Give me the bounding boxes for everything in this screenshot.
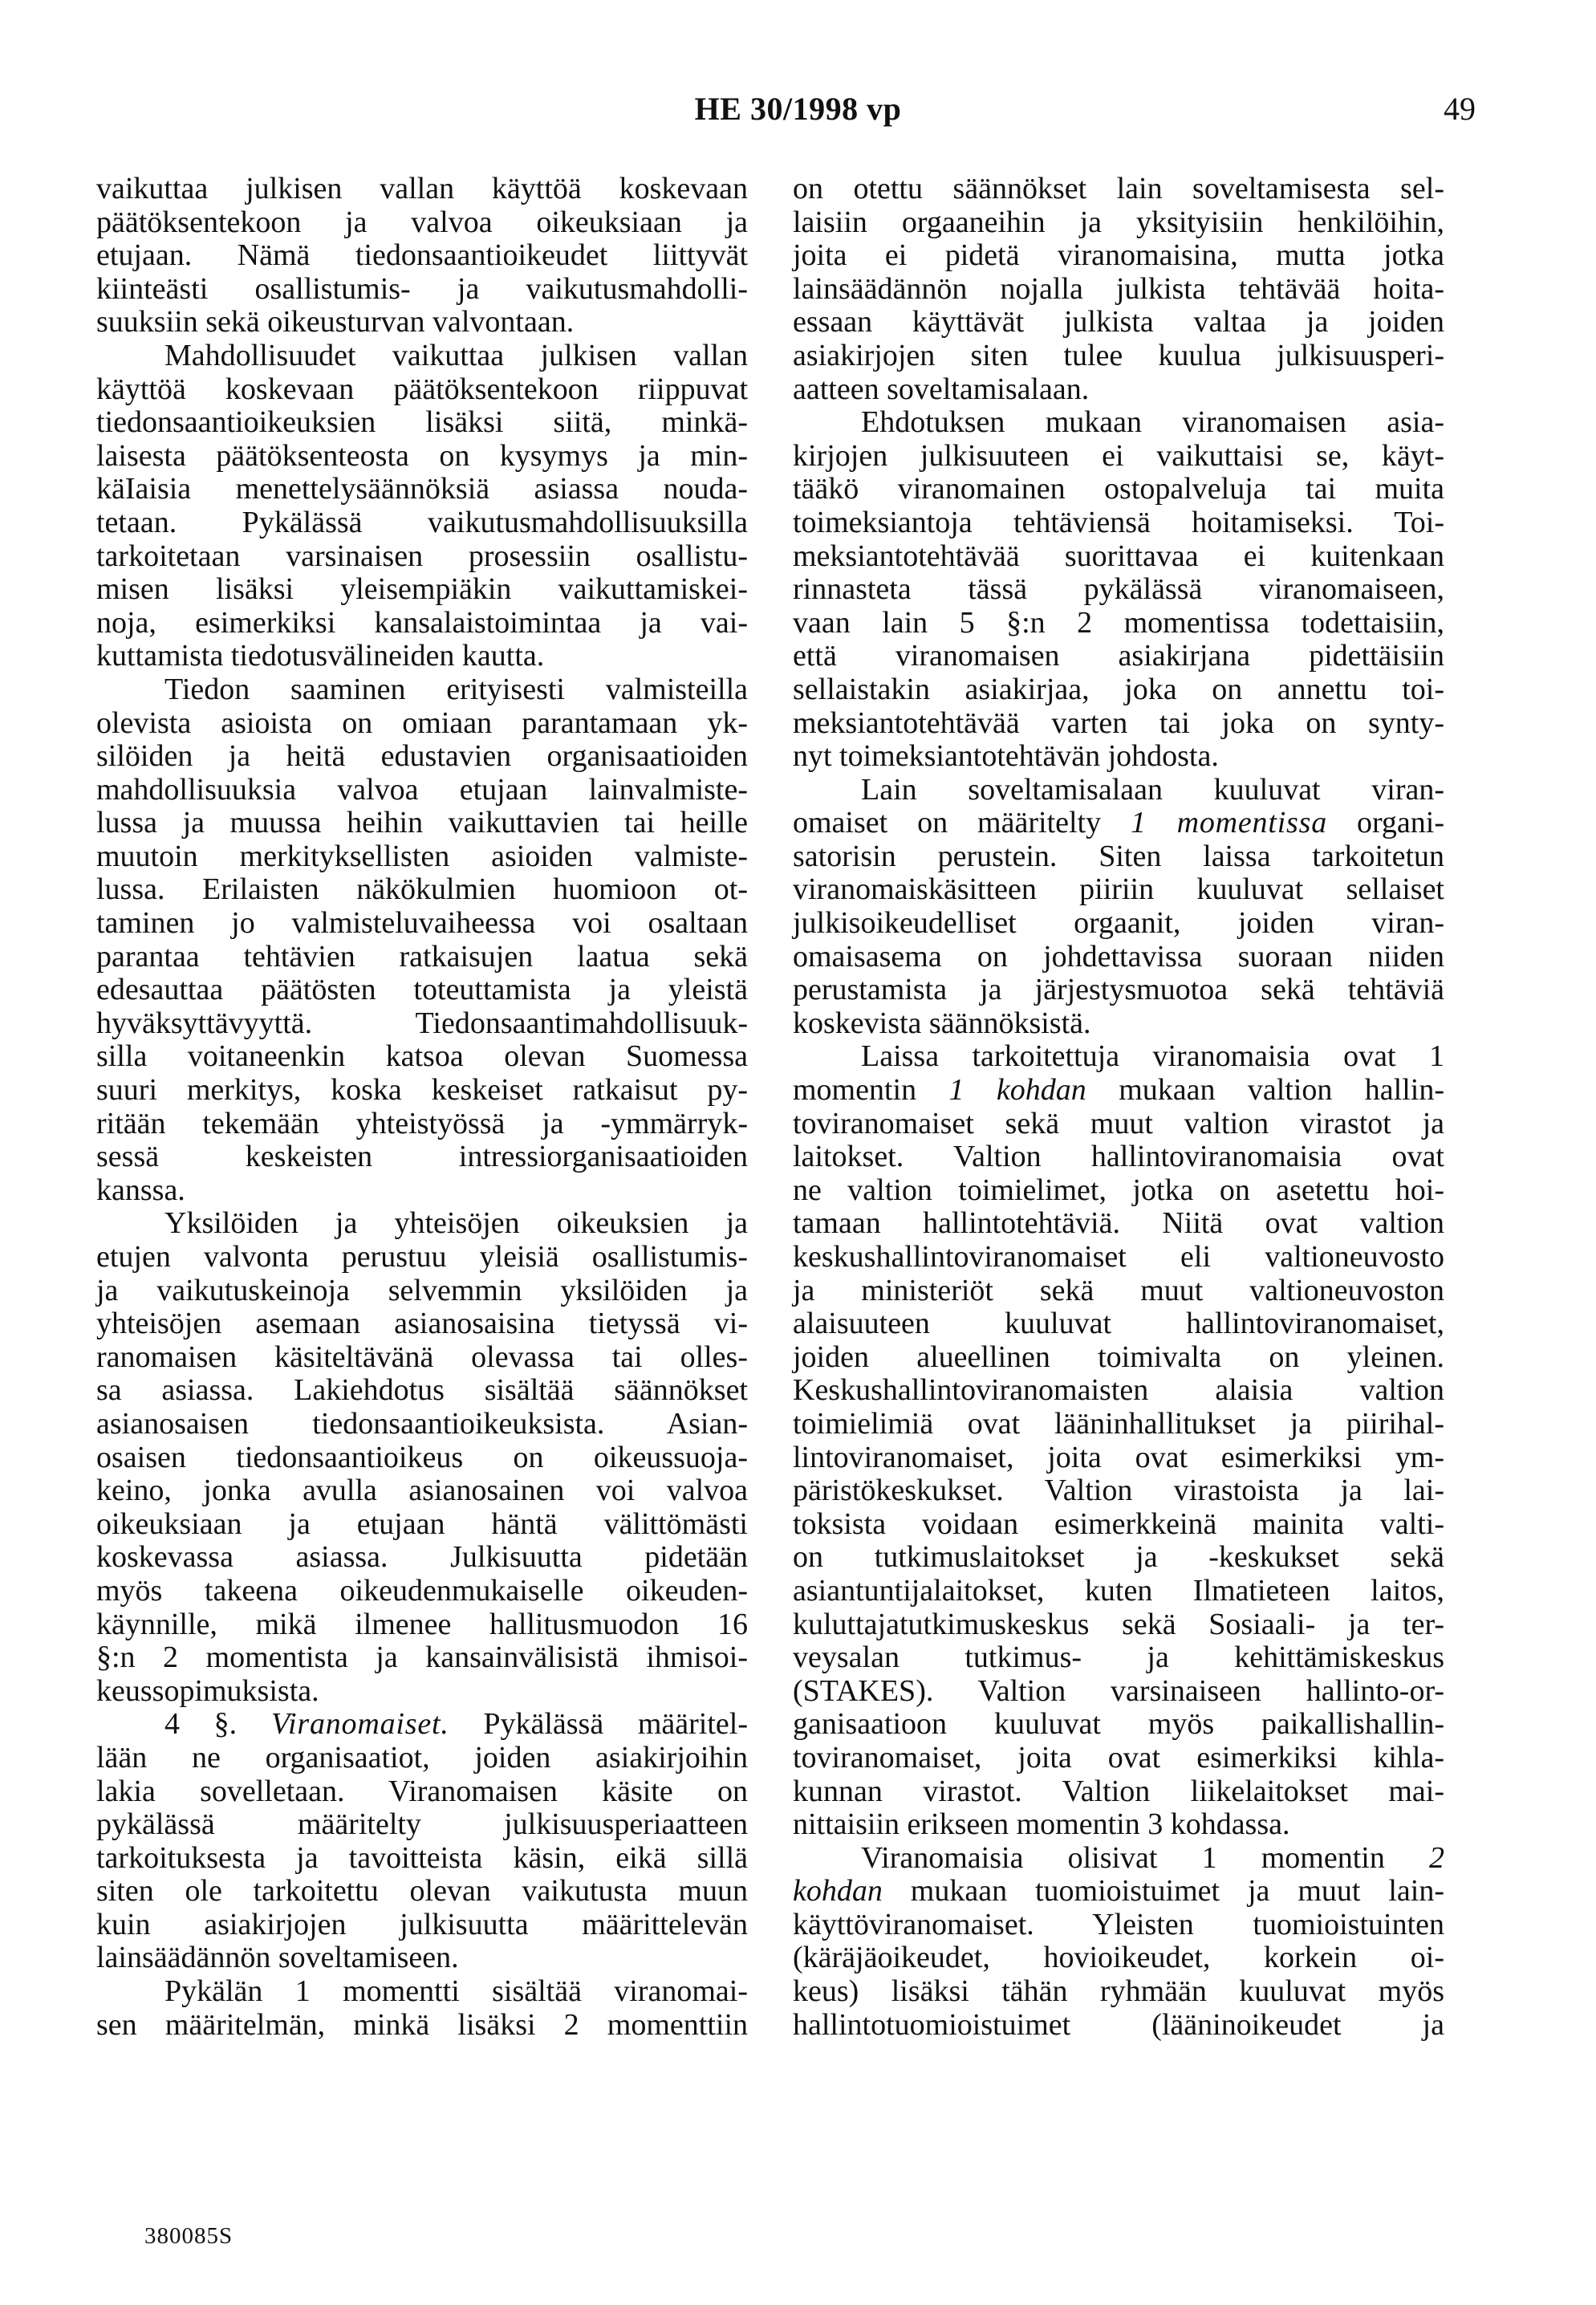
- text-line: toviranomaiset, joita ovat esimerkiksi kihla-: [793, 1740, 1444, 1774]
- text-line: kiinteästi osallistumis- ja vaikutusmahdolli-: [96, 271, 748, 306]
- text-line: tarkoituksesta ja tavoitteista käsin, eikä sillä: [96, 1840, 748, 1875]
- text-line: että viranomaisen asiakirjana pidettäisiin: [793, 639, 1444, 673]
- text-line: omaisasema on johdettavissa suoraan niiden: [793, 939, 1444, 974]
- text-line: etujaan. Nämä tiedonsaantioikeudet liittyvät: [96, 238, 748, 273]
- text-line: parantaa tehtävien ratkaisujen laatua sekä: [96, 939, 748, 974]
- text-line: päätöksentekoon ja valvoa oikeuksiaan ja: [96, 205, 748, 239]
- text-line: sen määritelmän, minkä lisäksi 2 momenttiin: [96, 2007, 748, 2042]
- text-line: perustamista ja järjestysmuotoa sekä tehtäviä: [793, 973, 1444, 1007]
- text-fragment: omaiset on määritelty: [793, 806, 1102, 840]
- text-line: joita ei pidetä viranomaisina, mutta jotka: [793, 238, 1444, 273]
- text-line: asianosaisen tiedonsaantioikeuksista. Asian-: [96, 1406, 748, 1441]
- text-line: tetaan. Pykälässä vaikutusmahdollisuuksilla: [96, 505, 748, 539]
- text-line: hallintotuomioistuimet (lääninoikeudet ja: [793, 2007, 1444, 2042]
- text-fragment: mukaan valtion hallin-: [1119, 1073, 1445, 1108]
- text-line: on tutkimuslaitokset ja -keskukset sekä: [793, 1540, 1444, 1575]
- text-line: toviranomaiset sekä muut valtion virastot ja: [793, 1106, 1444, 1140]
- text-line: lakia sovelletaan. Viranomaisen käsite on: [96, 1774, 748, 1808]
- text-line: kunnan virastot. Valtion liikelaitokset mai-: [793, 1774, 1444, 1808]
- text-line: lintoviranomaiset, joita ovat esimerkiksi ym-: [793, 1440, 1444, 1474]
- text-line: §:n 2 momentista ja kansainvälisistä ihmisoi-: [96, 1640, 748, 1675]
- text-line: sellaistakin asiakirjaa, joka on annettu toi-: [793, 672, 1444, 706]
- text-line: ja vaikutuskeinoja selvemmin yksilöiden ja: [96, 1273, 748, 1307]
- text-line: suuri merkitys, koska keskeiset ratkaisut py-: [96, 1073, 748, 1108]
- text-line: suuksiin sekä oikeusturvan valvontaan.: [96, 305, 575, 339]
- text-line: ganisaatioon kuuluvat myös paikallishallin-: [793, 1707, 1444, 1742]
- text-line: koskevassa asiassa. Julkisuutta pidetään: [96, 1540, 748, 1575]
- text-line: ritään tekemään yhteistyössä ja -ymmärryk-: [96, 1106, 748, 1140]
- section-4-number: 4 §.: [164, 1707, 238, 1742]
- text-line: pykälässä määritelty julkisuusperiaatteen: [96, 1807, 748, 1842]
- italic-reference: 1 momentissa: [1131, 806, 1328, 840]
- text-line: lussa ja muussa heihin vaikuttavien tai heille: [96, 806, 748, 840]
- text-line: muutoin merkityksellisten asioiden valmiste-: [96, 839, 748, 873]
- text-line: meksiantotehtävää varten tai joka on synty-: [793, 705, 1444, 740]
- text-line: asiantuntijalaitokset, kuten Ilmatieteen laitos,: [793, 1573, 1444, 1608]
- text-fragment: organi-: [1356, 806, 1445, 840]
- text-line: laisesta päätöksenteosta on kysymys ja min-: [96, 438, 748, 473]
- text-line: Yksilöiden ja yhteisöjen oikeuksien ja: [164, 1206, 748, 1241]
- text-line: toimielimiä ovat lääninhallitukset ja piirihal-: [793, 1406, 1444, 1441]
- section-4-heading-line: [96, 1708, 748, 1742]
- text-line: Ehdotuksen mukaan viranomaisen asia-: [861, 405, 1444, 440]
- text-line: Lain soveltamisalaan kuuluvat viran-: [861, 772, 1444, 807]
- text-line: käynnille, mikä ilmenee hallitusmuodon 16: [96, 1607, 748, 1641]
- text-line: siten ole tarkoitettu olevan vaikutusta muun: [96, 1874, 748, 1909]
- text-fragment: mukaan tuomioistuimet ja muut lain-: [910, 1874, 1444, 1909]
- text-line: essaan käyttävät julkista valtaa ja joiden: [793, 305, 1444, 339]
- text-line: meksiantotehtävää suorittavaa ei kuitenkaan: [793, 539, 1444, 573]
- text-line: käyttöviranomaiset. Yleisten tuomioistuinten: [793, 1907, 1444, 1941]
- text-line: tarkoitetaan varsinaisen prosessiin osallistu-: [96, 539, 748, 573]
- right-text-column: [793, 173, 1444, 2042]
- text-line: tääkö viranomainen ostopalveluja tai muita: [793, 472, 1444, 506]
- text-line: lainsäädännön soveltamiseen.: [96, 1941, 459, 1975]
- text-line: edesauttaa päätösten toteuttamista ja yleistä: [96, 973, 748, 1007]
- left-text-column: [96, 173, 748, 2042]
- text-line: lainsäädännön nojalla julkista tehtävää hoita-: [793, 271, 1444, 306]
- text-line: aatteen soveltamisalaan.: [793, 372, 1090, 406]
- text-line: käyttöä koskevaan päätöksentekoon riippuvat: [96, 372, 748, 406]
- text-line: noja, esimerkiksi kansalaistoimintaa ja vai-: [96, 605, 748, 640]
- text-line: satorisin perustein. Siten laissa tarkoitetun: [793, 839, 1444, 873]
- text-line: alaisuuteen kuuluvat hallintoviranomaiset,: [793, 1307, 1444, 1341]
- footer-code: 380085S: [144, 2223, 234, 2249]
- page-number: 49: [1444, 91, 1476, 127]
- text-line: ne valtion toimielimet, jotka on asetettu hoi-: [793, 1173, 1444, 1207]
- text-line: vaikuttaa julkisen vallan käyttöä koskevaan: [96, 172, 748, 205]
- text-line: asiakirjojen siten tulee kuulua julkisuusperi-: [793, 338, 1444, 372]
- text-line: ja ministeriöt sekä muut valtioneuvoston: [793, 1273, 1444, 1307]
- italic-reference: kohdan: [793, 1874, 883, 1909]
- text-line: vaan lain 5 §:n 2 momentissa todettaisiin,: [793, 605, 1444, 640]
- kohta-2-continuation: [793, 1875, 1444, 1909]
- text-line: etujen valvonta perustuu yleisiä osallistumis-: [96, 1240, 748, 1274]
- text-line: veysalan tutkimus- ja kehittämiskeskus: [793, 1640, 1444, 1675]
- text-line: julkisoikeudelliset orgaanit, joiden viran-: [793, 906, 1444, 941]
- text-line: laisiin orgaaneihin ja yksityisiin henkilöihin,: [793, 205, 1444, 239]
- text-line: kanssa.: [96, 1173, 185, 1207]
- text-line: Laissa tarkoitettuja viranomaisia ovat 1: [861, 1039, 1444, 1074]
- text-line: keus) lisäksi tähän ryhmään kuuluvat myös: [793, 1974, 1444, 2009]
- text-line: yhteisöjen asemaan asianosaisina tietyssä vi-: [96, 1307, 748, 1341]
- text-line: nyt toimeksiantotehtävän johdosta.: [793, 739, 1219, 774]
- italic-reference: 1 kohdan: [948, 1073, 1086, 1108]
- text-line: keino, jonka avulla asianosainen voi valvoa: [96, 1474, 748, 1508]
- kohta-2-line: [793, 1842, 1444, 1876]
- italic-reference: 2: [1429, 1840, 1445, 1875]
- text-line: Keskushallintoviranomaisten alaisia valtion: [793, 1373, 1444, 1408]
- text-line: taminen jo valmisteluvaiheessa voi osaltaan: [96, 906, 748, 941]
- text-line: toksista voidaan esimerkkeinä mainita valti-: [793, 1506, 1444, 1541]
- text-line: ranomaisen käsiteltävänä olevassa tai olles-: [96, 1340, 748, 1374]
- text-line: päristökeskukset. Valtion virastoista ja lai-: [793, 1474, 1444, 1508]
- momentti-1-line: [793, 807, 1444, 840]
- text-line: osaisen tiedonsaantioikeus on oikeussuoja-: [96, 1440, 748, 1474]
- text-line: rinnasteta tässä pykälässä viranomaiseen,: [793, 572, 1444, 607]
- text-line: kuin asiakirjojen julkisuutta määrittelevän: [96, 1907, 748, 1941]
- text-line: oikeuksiaan ja etujaan häntä välittömästi: [96, 1506, 748, 1541]
- text-line: keskushallintoviranomaiset eli valtioneuvosto: [793, 1240, 1444, 1274]
- text-line: kuttamista tiedotusvälineiden kautta.: [96, 639, 545, 673]
- text-line: kuluttajatutkimuskeskus sekä Sosiaali- ja ter-: [793, 1607, 1444, 1641]
- text-line: olevista asioista on omiaan parantamaan yk-: [96, 705, 748, 740]
- text-line: sessä keskeisten intressiorganisaatioiden: [96, 1140, 748, 1174]
- text-fragment: Viranomaisia olisivat 1 momentin: [861, 1840, 1385, 1875]
- text-line: on otettu säännökset lain soveltamisesta sel-: [793, 172, 1444, 205]
- text-line: nittaisiin erikseen momentin 3 kohdassa.: [793, 1807, 1290, 1842]
- text-line: Tiedon saaminen erityisesti valmisteilla: [164, 672, 748, 706]
- text-fragment: momentin: [793, 1073, 917, 1108]
- text-line: lussa. Erilaisten näkökulmien huomioon ot-: [96, 872, 748, 907]
- text-line: lään ne organisaatiot, joiden asiakirjoihin: [96, 1740, 748, 1774]
- text-line: sa asiassa. Lakiehdotus sisältää säännökset: [96, 1373, 748, 1408]
- text-line: (käräjäoikeudet, hovioikeudet, korkein oi-: [793, 1941, 1444, 1975]
- text-line: tiedonsaantioikeuksien lisäksi siitä, minkä-: [96, 405, 748, 440]
- text-line: silla voitaneenkin katsoa olevan Suomessa: [96, 1039, 748, 1074]
- text-line: tamaan hallintotehtäviä. Niitä ovat valtion: [793, 1206, 1444, 1241]
- text-line: kirjojen julkisuuteen ei vaikuttaisi se, käyt-: [793, 438, 1444, 473]
- text-line: myös takeena oikeudenmukaiselle oikeuden-: [96, 1573, 748, 1608]
- page-header-title: HE 30/1998 vp: [694, 91, 902, 127]
- text-line: Mahdollisuudet vaikuttaa julkisen vallan: [164, 338, 748, 372]
- section-4-title: Viranomaiset.: [270, 1707, 449, 1742]
- kohta-1-line: [793, 1074, 1444, 1108]
- text-line: koskevista säännöksistä.: [793, 1006, 1091, 1040]
- section-4-rest: Pykälässä määritel-: [483, 1707, 748, 1742]
- text-line: toimeksiantoja tehtäviensä hoitamiseksi. Toi-: [793, 505, 1444, 539]
- text-line: silöiden ja heitä edustavien organisaatioiden: [96, 739, 748, 774]
- text-line: hyväksyttävyyttä. Tiedonsaantimahdollisuuk-: [96, 1006, 748, 1040]
- text-line: keussopimuksista.: [96, 1673, 319, 1708]
- text-line: (STAKES). Valtion varsinaiseen hallinto-or-: [793, 1673, 1444, 1708]
- text-line: Pykälän 1 momentti sisältää viranomai-: [164, 1974, 748, 2009]
- text-line: käIaisia menettelysäännöksiä asiassa nouda-: [96, 472, 748, 506]
- text-line: viranomaiskäsitteen piiriin kuuluvat sellaiset: [793, 872, 1444, 907]
- text-line: mahdollisuuksia valvoa etujaan lainvalmiste-: [96, 772, 748, 807]
- text-line: joiden alueellinen toimivalta on yleinen.: [793, 1340, 1444, 1374]
- text-line: laitokset. Valtion hallintoviranomaisia ovat: [793, 1140, 1444, 1174]
- text-line: misen lisäksi yleisempiäkin vaikuttamiskei-: [96, 572, 748, 607]
